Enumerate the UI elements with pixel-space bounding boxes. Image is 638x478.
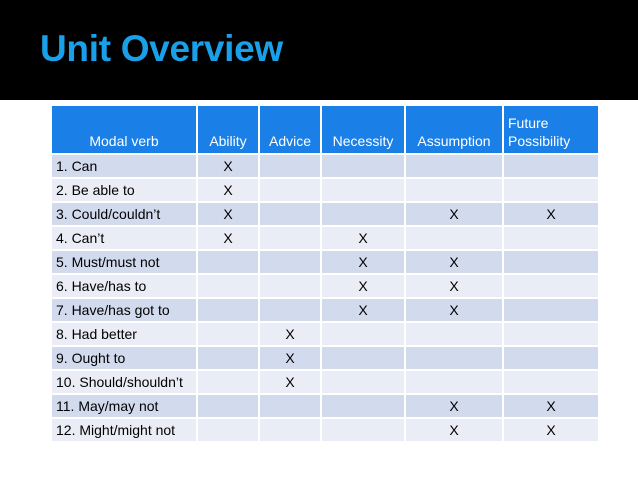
- cell-necessity-mark: X: [321, 226, 405, 250]
- cell-future-possibility-mark: [503, 154, 599, 178]
- header-assumption: Assumption: [405, 105, 503, 154]
- cell-ability-mark: [197, 394, 259, 418]
- table-header-row: [51, 105, 599, 154]
- cell-ability-mark: X: [197, 154, 259, 178]
- table-row: [51, 250, 599, 274]
- cell-necessity-mark: [321, 202, 405, 226]
- cell-ability-mark: [197, 274, 259, 298]
- cell-assumption-mark: [405, 370, 503, 394]
- cell-assumption-mark: X: [405, 202, 503, 226]
- cell-necessity-mark: [321, 154, 405, 178]
- cell-modal-verb: 7. Have/has got to: [51, 298, 197, 322]
- header-advice: Advice: [259, 105, 321, 154]
- cell-assumption-mark: [405, 346, 503, 370]
- cell-assumption-mark: X: [405, 274, 503, 298]
- cell-ability-mark: [197, 250, 259, 274]
- cell-assumption-mark: [405, 154, 503, 178]
- cell-future-possibility-mark: X: [503, 394, 599, 418]
- cell-assumption-mark: X: [405, 418, 503, 442]
- modal-verb-table: [50, 104, 600, 443]
- cell-advice-mark: [259, 154, 321, 178]
- header-future-possibility: Future Possibility: [503, 105, 599, 154]
- cell-necessity-mark: [321, 178, 405, 202]
- cell-future-possibility-mark: [503, 322, 599, 346]
- cell-advice-mark: [259, 226, 321, 250]
- cell-advice-mark: X: [259, 322, 321, 346]
- cell-modal-verb: 5. Must/must not: [51, 250, 197, 274]
- cell-modal-verb: 3. Could/couldn’t: [51, 202, 197, 226]
- cell-future-possibility-mark: [503, 370, 599, 394]
- cell-assumption-mark: X: [405, 298, 503, 322]
- cell-future-possibility-mark: [503, 298, 599, 322]
- header-modal-verb: Modal verb: [51, 105, 197, 154]
- cell-ability-mark: X: [197, 226, 259, 250]
- header-ability: Ability: [197, 105, 259, 154]
- cell-future-possibility-mark: X: [503, 418, 599, 442]
- cell-future-possibility-mark: [503, 226, 599, 250]
- cell-modal-verb: 2. Be able to: [51, 178, 197, 202]
- cell-ability-mark: [197, 322, 259, 346]
- cell-necessity-mark: [321, 394, 405, 418]
- cell-advice-mark: [259, 298, 321, 322]
- cell-assumption-mark: X: [405, 250, 503, 274]
- cell-modal-verb: 10. Should/shouldn’t: [51, 370, 197, 394]
- cell-modal-verb: 9. Ought to: [51, 346, 197, 370]
- cell-necessity-mark: [321, 370, 405, 394]
- cell-advice-mark: [259, 250, 321, 274]
- cell-assumption-mark: [405, 226, 503, 250]
- cell-necessity-mark: X: [321, 274, 405, 298]
- cell-future-possibility-mark: [503, 274, 599, 298]
- cell-advice-mark: [259, 202, 321, 226]
- cell-assumption-mark: X: [405, 394, 503, 418]
- table-row: [51, 226, 599, 250]
- cell-advice-mark: X: [259, 346, 321, 370]
- table-row: [51, 418, 599, 442]
- table-row: [51, 178, 599, 202]
- table-row: [51, 298, 599, 322]
- table-row: [51, 370, 599, 394]
- cell-ability-mark: [197, 298, 259, 322]
- cell-necessity-mark: [321, 346, 405, 370]
- cell-modal-verb: 6. Have/has to: [51, 274, 197, 298]
- cell-ability-mark: [197, 418, 259, 442]
- cell-necessity-mark: X: [321, 250, 405, 274]
- table-row: [51, 322, 599, 346]
- cell-future-possibility-mark: X: [503, 202, 599, 226]
- table-row: [51, 154, 599, 178]
- cell-future-possibility-mark: [503, 178, 599, 202]
- header-necessity: Necessity: [321, 105, 405, 154]
- cell-ability-mark: X: [197, 202, 259, 226]
- table-row: [51, 274, 599, 298]
- cell-assumption-mark: [405, 178, 503, 202]
- cell-future-possibility-mark: [503, 250, 599, 274]
- cell-assumption-mark: [405, 322, 503, 346]
- cell-modal-verb: 11. May/may not: [51, 394, 197, 418]
- table-row: [51, 202, 599, 226]
- cell-advice-mark: X: [259, 370, 321, 394]
- cell-necessity-mark: [321, 418, 405, 442]
- cell-modal-verb: 1. Can: [51, 154, 197, 178]
- cell-future-possibility-mark: [503, 346, 599, 370]
- slide-title: Unit Overview: [40, 28, 283, 69]
- cell-necessity-mark: [321, 322, 405, 346]
- cell-advice-mark: [259, 274, 321, 298]
- cell-ability-mark: [197, 370, 259, 394]
- cell-necessity-mark: X: [321, 298, 405, 322]
- cell-modal-verb: 4. Can’t: [51, 226, 197, 250]
- table-row: [51, 394, 599, 418]
- cell-advice-mark: [259, 418, 321, 442]
- cell-ability-mark: X: [197, 178, 259, 202]
- cell-modal-verb: 8. Had better: [51, 322, 197, 346]
- cell-ability-mark: [197, 346, 259, 370]
- cell-modal-verb: 12. Might/might not: [51, 418, 197, 442]
- cell-advice-mark: [259, 178, 321, 202]
- table-row: [51, 346, 599, 370]
- cell-advice-mark: [259, 394, 321, 418]
